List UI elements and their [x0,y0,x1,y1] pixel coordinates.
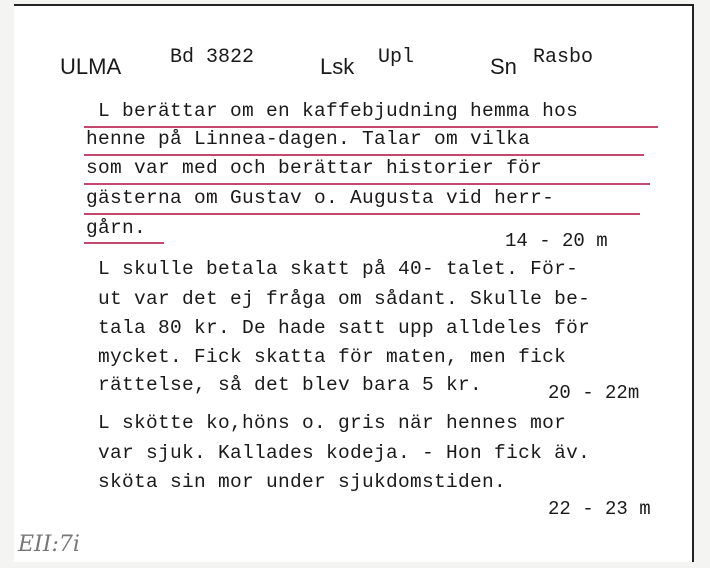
underline [84,213,640,215]
text-line: rättelse, så det blev bara 5 kr. [98,374,483,396]
text-line: var sjuk. Kallades kodeja. - Hon fick äv. [98,442,591,464]
text-line: mycket. Fick skatta för maten, men fick [98,346,567,368]
parish-label: Sn [490,54,517,79]
text-line: L berättar om en kaffebjudning hemma hos [98,100,579,122]
text-line: som var med och berättar historier för [86,157,543,179]
underline [84,183,650,185]
text-line: henne på Linnea-dagen. Talar om vilka [86,128,531,150]
catalog-note: EII:7i [18,532,80,557]
province-label: Lsk [320,54,355,79]
parish-value: Rasbo [533,46,594,69]
time-marker: 22 - 23 m [548,498,651,520]
text-line: gårn. [86,217,147,239]
time-marker: 20 - 22m [548,382,640,404]
province-value: Upl [378,46,415,69]
text-line: L skulle betala skatt på 40- talet. För- [98,258,579,280]
text-line: gästerna om Gustav o. Augusta vid herr- [86,187,555,209]
volume-number: Bd 3822 [170,46,255,69]
text-line: sköta sin mor under sjukdomstiden. [98,471,507,493]
underline [84,154,644,156]
text-line: tala 80 kr. De hade satt upp alldeles för [98,317,591,339]
time-marker: 14 - 20 m [505,230,608,252]
underline [84,242,164,244]
text-line: L skötte ko,höns o. gris när hennes mor [98,412,567,434]
text-line: ut var det ej fråga om sådant. Skulle be- [98,288,591,310]
archive-label: ULMA [60,54,122,79]
